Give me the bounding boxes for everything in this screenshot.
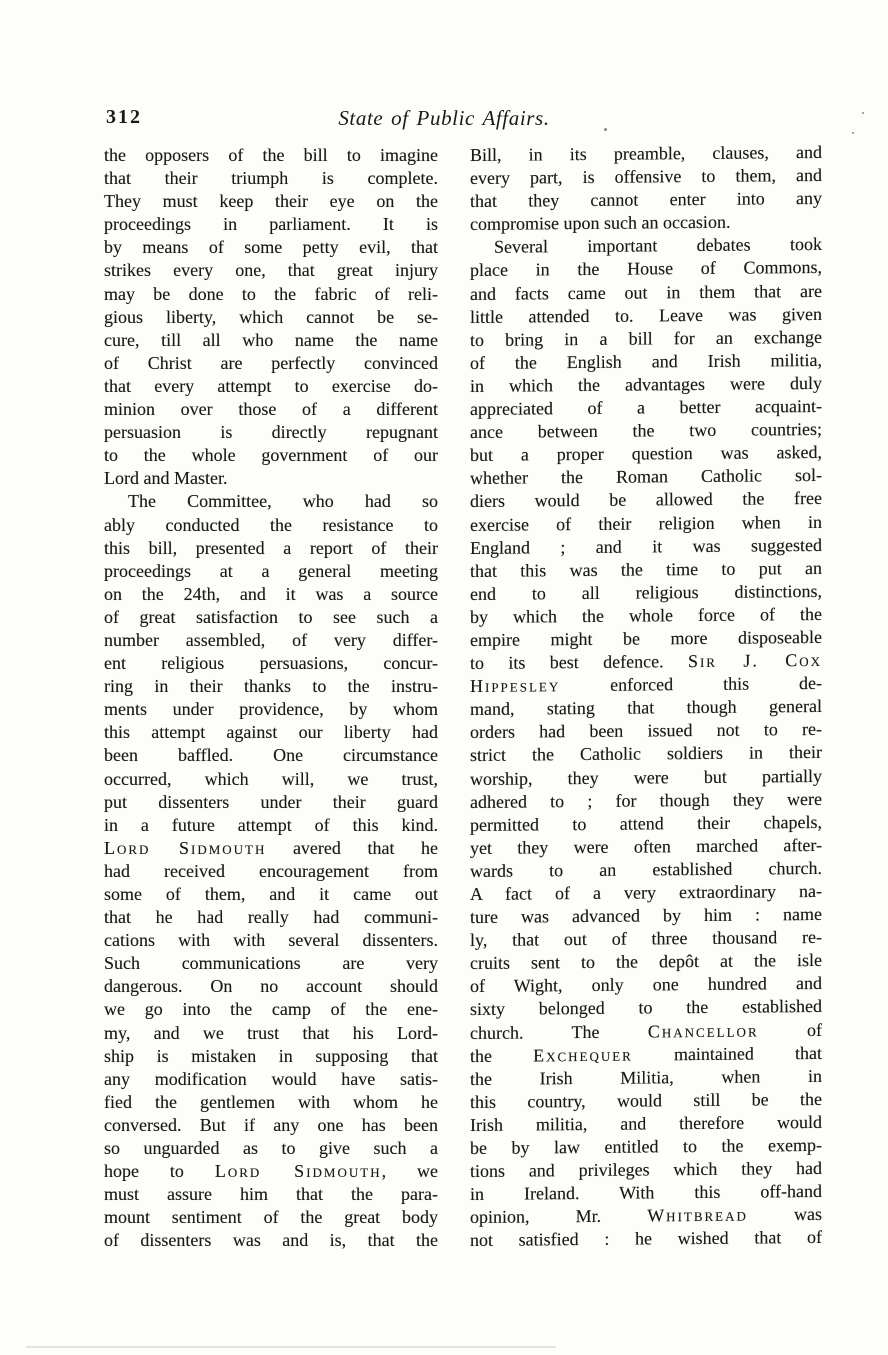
scan-edge-line <box>26 1346 556 1348</box>
text-line: minion over those of a different <box>104 399 438 420</box>
text-line: of Wight, only one hundred and <box>470 973 822 997</box>
text-line: of the English and Irish militia, <box>470 349 822 373</box>
text-line: appreciated of a better acquaint- <box>470 395 822 420</box>
text-line: occurred, which will, we trust, <box>104 768 438 789</box>
text-line: ent religious persuasions, concur- <box>104 653 438 674</box>
text-line: every part, is offensive to them, and <box>470 165 822 189</box>
text-line: proceedings at a general meeting <box>104 560 438 581</box>
text-line: so unguarded as to give such a <box>104 1138 438 1159</box>
text-line: we go into the camp of the ene- <box>104 999 438 1020</box>
text-line: ance between the two countries; <box>470 419 822 443</box>
text-line: They must keep their eye on the <box>104 191 438 212</box>
text-line: this bill, presented a report of their <box>104 537 438 558</box>
text-line: compromise upon such an occasion. <box>470 212 731 235</box>
text-line: church. The Chancellor of <box>470 1019 822 1043</box>
text-line: must assure him that the para- <box>104 1184 438 1205</box>
text-line: to its best defence. Sir J. Cox <box>470 649 822 674</box>
text-line: ably conducted the resistance to <box>104 514 438 535</box>
text-line: dangerous. On no account should <box>104 976 438 997</box>
text-line: but a proper question was asked, <box>470 442 822 466</box>
text-line: conversed. But if any one has been <box>104 1114 438 1135</box>
text-line: my, and we trust that his Lord- <box>104 1022 438 1043</box>
text-line: in Ireland. With this off-hand <box>470 1181 822 1205</box>
text-line: cure, till all who name the name <box>104 329 438 350</box>
text-line: that their triumph is complete. <box>104 168 438 189</box>
text-line: adhered to ; for though they were <box>470 788 822 812</box>
text-line: be by law entitled to the exemp- <box>470 1134 822 1159</box>
text-line: persuasion is directly repugnant <box>104 422 438 443</box>
scan-speck <box>862 112 864 114</box>
text-line: Several important debates took <box>494 234 822 258</box>
text-line: A fact of a very extraordinary na- <box>470 880 822 904</box>
small-caps-name: Exchequer <box>533 1044 633 1066</box>
text-line: in which the advantages were duly <box>470 372 822 396</box>
text-line: been baffled. One circumstance <box>104 745 438 766</box>
small-caps-name: Chancellor <box>647 1020 759 1042</box>
text-line: tions and privileges which they had <box>470 1158 822 1182</box>
text-line: this country, would still be the <box>470 1088 822 1112</box>
text-line: cations with with several dissenters. <box>104 930 438 951</box>
text-line: The Committee, who had so <box>128 491 438 512</box>
text-line: England ; and it was suggested <box>470 534 822 558</box>
text-line: Bill, in its preamble, clauses, and <box>470 141 822 165</box>
small-caps-name: Lord Sidmouth <box>104 837 267 858</box>
text-line: strikes every one, that great injury <box>104 260 438 281</box>
text-line: by which the whole force of the <box>470 603 822 627</box>
right-column <box>470 141 822 1253</box>
text-line: opinion, Mr. Whitbread was <box>470 1204 822 1228</box>
text-line: to bring in a bill for an exchange <box>470 326 822 350</box>
text-line: that this was the time to put an <box>470 557 822 581</box>
text-line: by means of some petty evil, that <box>104 237 438 258</box>
text-line: ship is mistaken in supposing that <box>104 1045 438 1066</box>
text-line: permitted to attend their chapels, <box>470 811 822 835</box>
text-line: ring in their thanks to the instru- <box>104 676 438 697</box>
small-caps-name: Sir J. Cox <box>687 649 822 672</box>
text-line: Hippesley enforced this de- <box>470 673 822 697</box>
page-header <box>0 106 888 136</box>
text-line: worship, they were but partially <box>470 765 822 789</box>
text-line: mount sentiment of the great body <box>104 1207 438 1228</box>
text-line: orders had been issued not to re- <box>470 719 822 743</box>
page-number: 312 <box>106 106 142 128</box>
text-line: any modification would have satis- <box>104 1068 438 1089</box>
text-line: fied the gentlemen with whom he <box>104 1091 438 1112</box>
text-line: little attended to. Leave was given <box>470 303 822 327</box>
left-column <box>104 144 438 1253</box>
text-line: sixty belonged to the established <box>470 996 822 1020</box>
text-line: whether the Roman Catholic sol- <box>470 465 822 489</box>
text-line: number assembled, of very differ- <box>104 629 438 650</box>
text-line: may be done to the fabric of reli- <box>104 283 438 304</box>
text-line: wards to an established church. <box>470 857 822 881</box>
text-line: hope to Lord Sidmouth, we <box>104 1161 438 1182</box>
text-line: the Exchequer maintained that <box>470 1042 822 1066</box>
text-line: end to all religious distinctions, <box>470 580 822 604</box>
text-line: the opposers of the bill to imagine <box>104 145 438 165</box>
text-line: Irish militia, and therefore would <box>470 1111 822 1135</box>
text-line: that they cannot enter into any <box>470 188 822 212</box>
text-line: ments under providence, by whom <box>104 699 438 720</box>
text-line: and facts came out in them that are <box>470 280 822 304</box>
small-caps-name: Whitbread <box>647 1204 748 1226</box>
text-line: put dissenters under their guard <box>104 791 438 812</box>
text-line: the Irish Militia, when in <box>470 1065 822 1089</box>
text-line: Lord and Master. <box>104 468 228 489</box>
text-line: proceedings in parliament. It is <box>104 214 438 235</box>
text-line: mand, stating that though general <box>470 696 822 720</box>
text-line: of great satisfaction to see such a <box>104 606 438 627</box>
text-line: place in the House of Commons, <box>470 257 822 281</box>
text-line: that every attempt to exercise do- <box>104 375 438 396</box>
text-line: empire might be more disposeable <box>470 626 822 650</box>
text-line: ly, that out of three thousand re- <box>470 927 822 951</box>
text-line: cruits sent to the depôt at the isle <box>470 950 822 974</box>
text-line: yet they were often marched after- <box>470 834 822 858</box>
text-line: exercise of their religion when in <box>470 511 822 535</box>
text-columns <box>104 141 822 1253</box>
text-line: had received encouragement from <box>104 860 438 881</box>
text-line: in a future attempt of this kind. <box>104 814 438 835</box>
small-caps-name: Hippesley <box>470 675 561 697</box>
text-line: on the 24th, and it was a source <box>104 583 438 604</box>
text-line: this attempt against our liberty had <box>104 722 438 743</box>
scan-speck <box>604 128 607 131</box>
text-line: ture was advanced by him : name <box>470 904 822 928</box>
text-line: to the whole government of our <box>104 445 438 466</box>
text-line: that he had really had communi- <box>104 907 438 928</box>
text-line: of Christ are perfectly convinced <box>104 352 438 373</box>
text-line: of dissenters was and is, that the <box>104 1230 438 1251</box>
text-line: strict the Catholic soldiers in their <box>470 742 822 766</box>
text-line: not satisfied : he wished that of <box>470 1227 822 1251</box>
small-caps-name: Lord Sidmouth <box>214 1161 382 1182</box>
text-line: diers would be allowed the free <box>470 488 822 512</box>
text-line: some of them, and it came out <box>104 884 438 904</box>
scan-speck <box>852 132 854 134</box>
text-line: Lord Sidmouth avered that he <box>104 837 438 858</box>
running-title: State of Public Affairs. <box>338 106 550 130</box>
text-line: Such communications are very <box>104 953 438 974</box>
text-line: gious liberty, which cannot be se- <box>104 306 438 327</box>
